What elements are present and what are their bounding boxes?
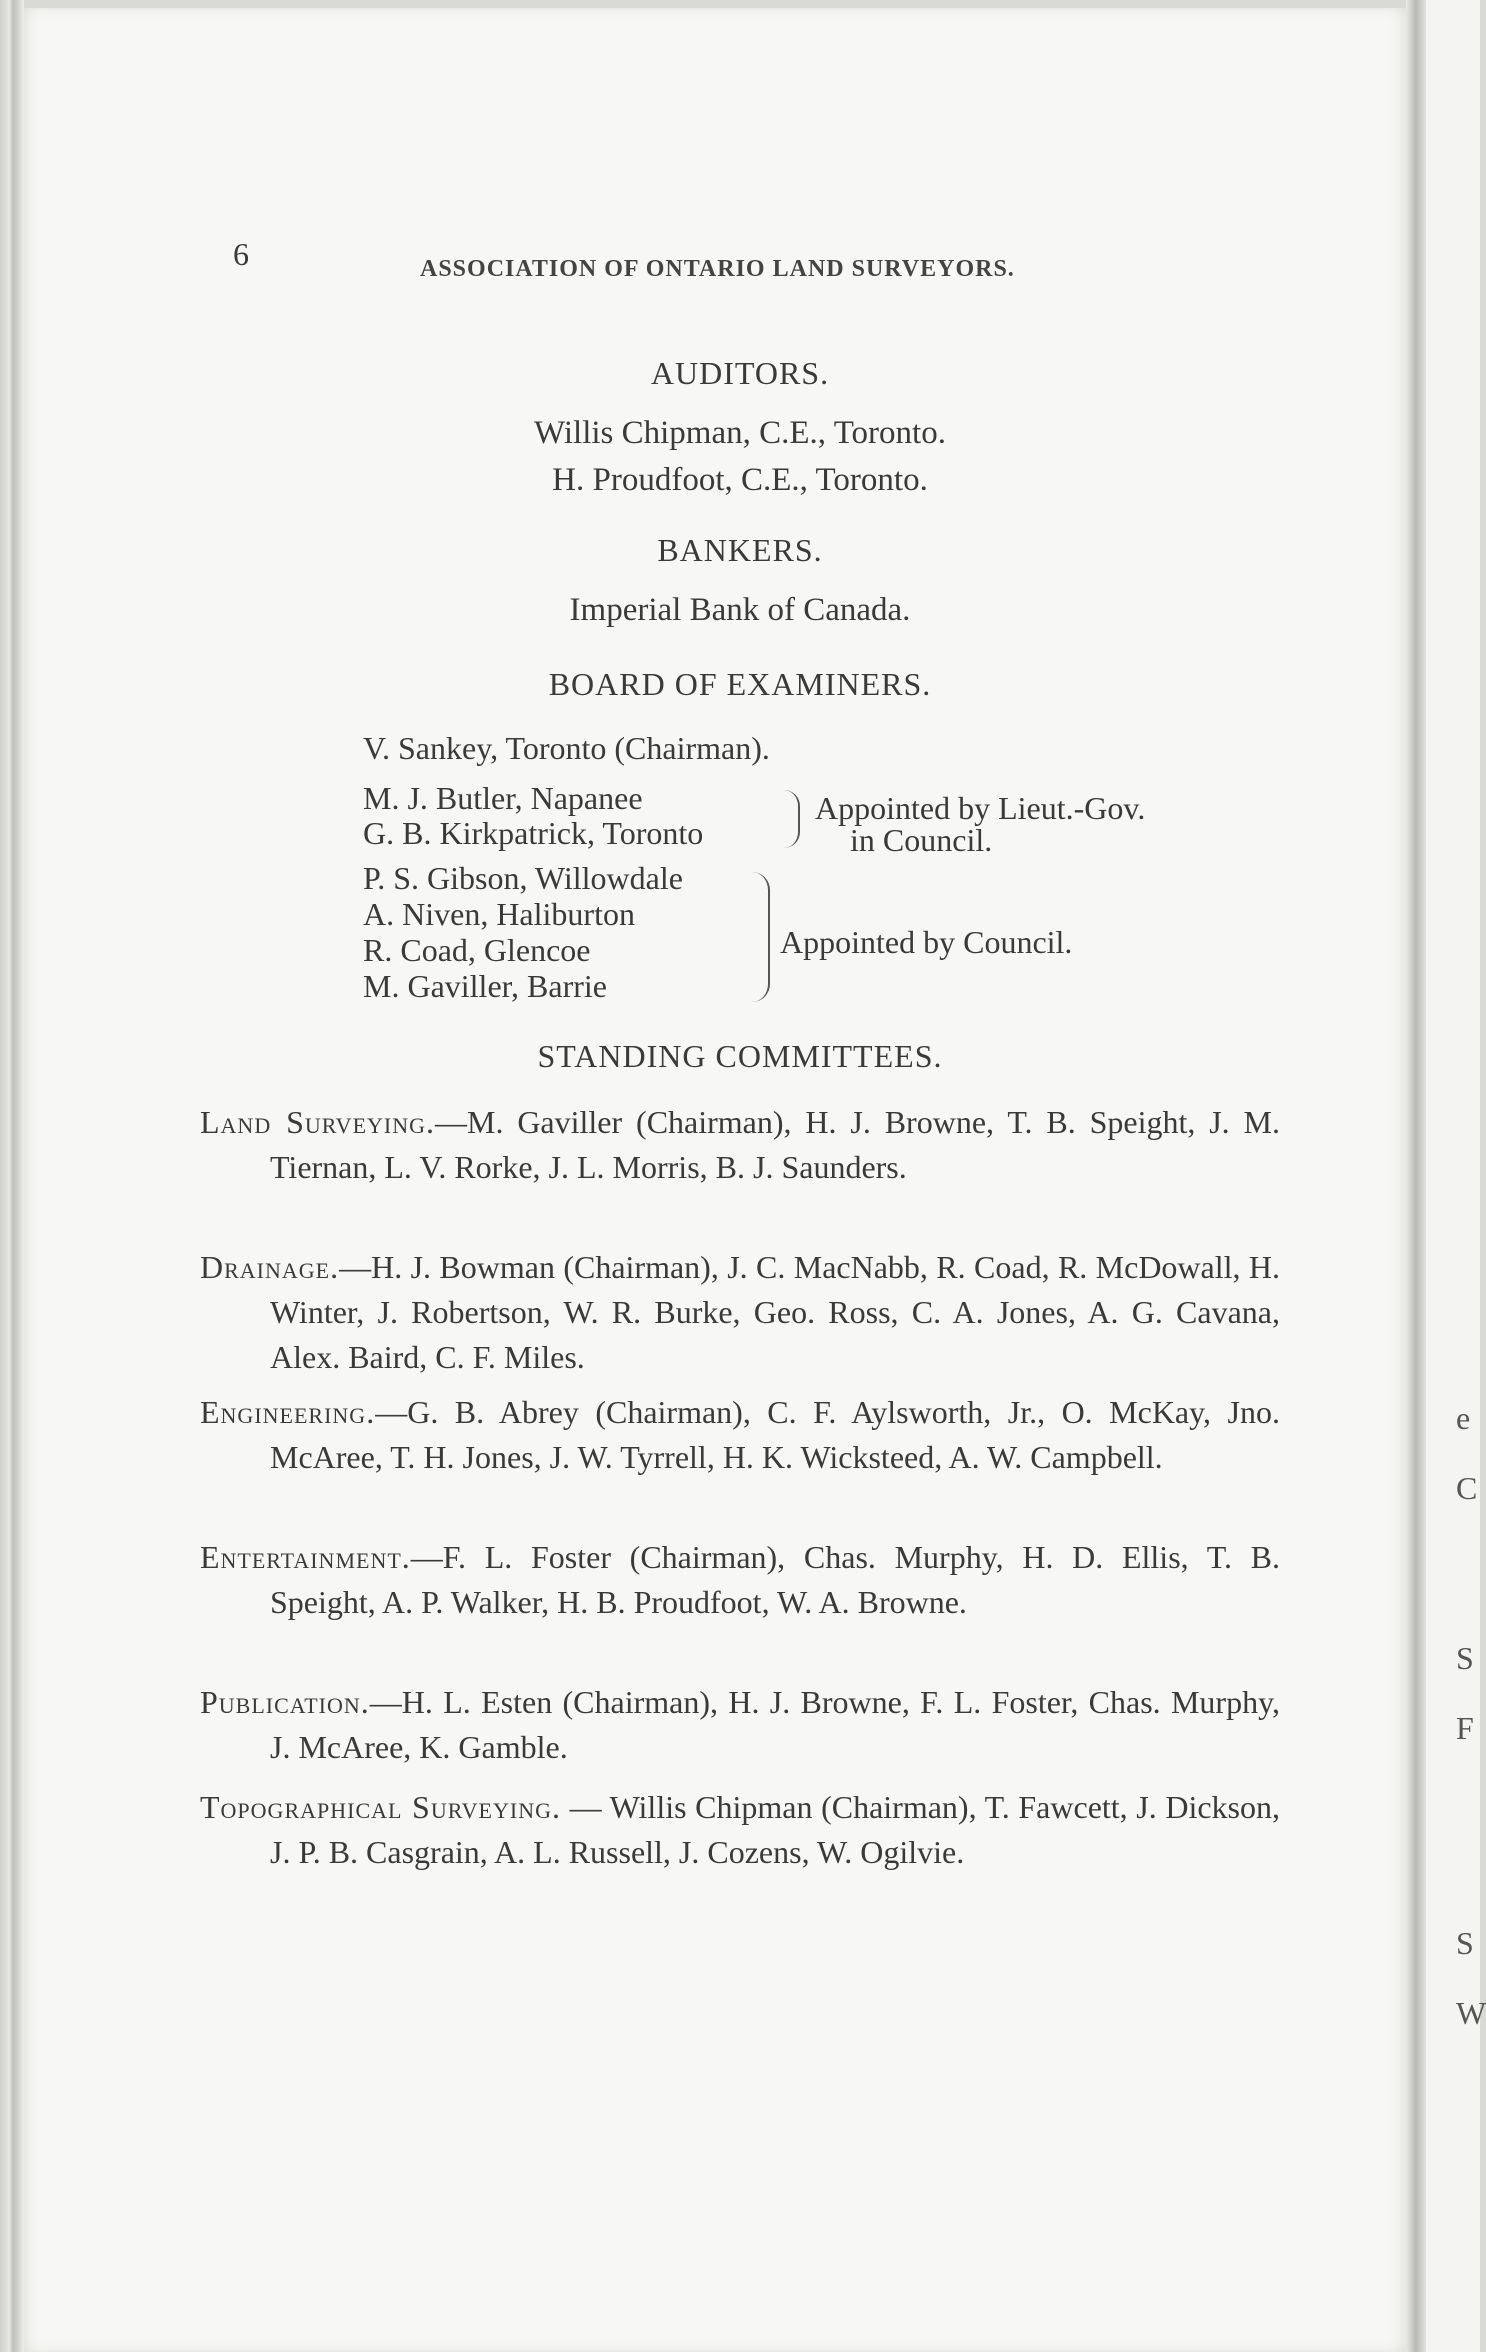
- committee-members: — Willis Chipman (Chairman), T. Fawcett, J. Dickson, J. P. B. Casgrain, A. L. Russell, J. Cozens, W. Ogilvie.: [270, 1789, 1281, 1870]
- bank-name: Imperial Bank of Canada.: [569, 592, 911, 628]
- next-page-fragment: F: [1456, 1710, 1474, 1746]
- board-chairman: V. Sankey, Toronto (Chairman).: [363, 730, 770, 766]
- committee-land-surveying: [200, 1100, 1280, 1190]
- committee-topographical-surveying: [200, 1785, 1280, 1875]
- book-left-edge: [0, 0, 24, 2352]
- council-brace: [752, 872, 770, 1002]
- committee-publication: [200, 1680, 1280, 1770]
- committee-name: Drainage.: [200, 1249, 340, 1285]
- committee-members: —G. B. Abrey (Chairman), C. F. Aylsworth, Jr., O. McKay, Jno. McAree, T. H. Jones, J. W. Tyrrell, H. K. Wicksteed, A. W. Campbell.: [270, 1394, 1280, 1475]
- committees-heading: STANDING COMMITTEES.: [537, 1038, 943, 1074]
- board-heading: BOARD OF EXAMINERS.: [548, 666, 932, 702]
- gov-appointment-note: Appointed by Lieut.-Gov.: [815, 790, 1146, 826]
- committee-drainage: [200, 1245, 1280, 1380]
- next-page-fragment: C: [1456, 1470, 1478, 1506]
- auditors-heading: AUDITORS.: [650, 355, 830, 391]
- board-member: A. Niven, Haliburton: [363, 896, 635, 932]
- committee-members: —F. L. Foster (Chairman), Chas. Murphy, H. D. Ellis, T. B. Speight, A. P. Walker, H. B. Proudfoot, W. A. Browne.: [270, 1539, 1280, 1620]
- committee-name: Land Surveying.: [200, 1104, 435, 1140]
- board-member: G. B. Kirkpatrick, Toronto: [363, 815, 704, 851]
- committee-name: Publication.: [200, 1684, 370, 1720]
- running-title: ASSOCIATION OF ONTARIO LAND SURVEYORS.: [420, 256, 1015, 282]
- board-member: M. J. Butler, Napanee: [363, 780, 643, 816]
- committee-members: —H. J. Bowman (Chairman), J. C. MacNabb, R. Coad, R. McDowall, H. Winter, J. Robertson, W. R. Burke, Geo. Ross, C. A. Jones, A. G. Cavana, Alex. Baird, C. F. Miles.: [270, 1249, 1280, 1375]
- board-member: R. Coad, Glencoe: [363, 932, 591, 968]
- gov-appointment-note: in Council.: [850, 822, 993, 858]
- council-appointment-note: Appointed by Council.: [780, 924, 1073, 960]
- next-page-fragment: W: [1456, 1995, 1486, 2031]
- bankers-heading: BANKERS.: [657, 532, 823, 568]
- board-member: P. S. Gibson, Willowdale: [363, 860, 683, 896]
- committee-members: —M. Gaviller (Chairman), H. J. Browne, T. B. Speight, J. M. Tiernan, L. V. Rorke, J. L. Morris, B. J. Saunders.: [270, 1104, 1281, 1185]
- next-page-fragment: S: [1456, 1925, 1474, 1961]
- next-page-strip: [1426, 0, 1486, 2352]
- page-number: 6: [233, 236, 249, 272]
- next-page-fragment: e: [1456, 1400, 1471, 1436]
- committee-members: —H. L. Esten (Chairman), H. J. Browne, F. L. Foster, Chas. Murphy, J. McAree, K. Gamble.: [270, 1684, 1280, 1765]
- committee-name: Topographical Surveying.: [200, 1789, 561, 1825]
- next-page-fragment: S: [1456, 1640, 1474, 1676]
- auditor-line: Willis Chipman, C.E., Toronto.: [534, 415, 946, 451]
- auditor-line: H. Proudfoot, C.E., Toronto.: [552, 462, 928, 498]
- committee-name: Engineering.: [200, 1394, 376, 1430]
- board-member: M. Gaviller, Barrie: [363, 968, 607, 1004]
- committee-entertainment: [200, 1535, 1280, 1625]
- gov-brace: [784, 790, 800, 848]
- book-gutter: [1406, 0, 1426, 2352]
- committee-engineering: [200, 1390, 1280, 1480]
- committee-name: Entertainment.: [200, 1539, 411, 1575]
